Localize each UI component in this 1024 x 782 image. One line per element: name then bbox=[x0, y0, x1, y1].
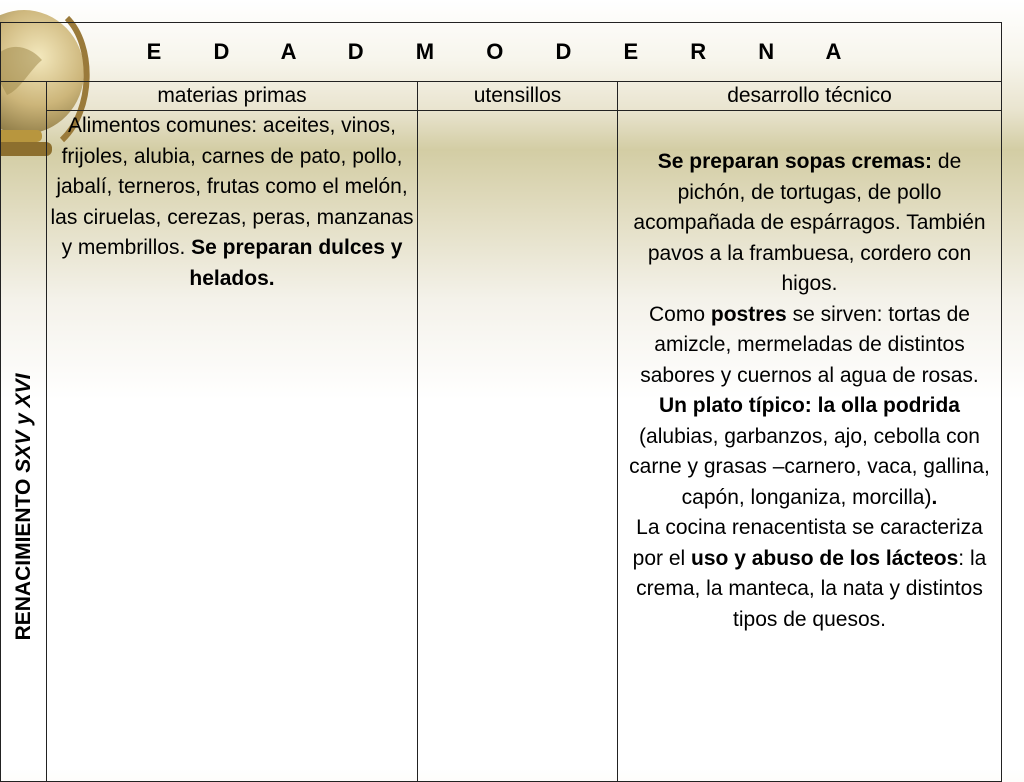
history-table bbox=[0, 22, 1002, 782]
header-materias-primas: materias primas bbox=[47, 82, 418, 111]
header-desarrollo-tecnico: desarrollo técnico bbox=[618, 82, 1002, 111]
utensillos-cell bbox=[418, 111, 618, 782]
period-cell bbox=[1, 82, 47, 782]
materias-primas-cell: Alimentos comunes: aceites, vinos, frijoles, alubia, carnes de pato, pollo, jabalí, terneros, frutas como el melón, las ciruelas, cerezas, peras, manzanas y membrillos. Se preparan dulces y helados. bbox=[47, 111, 418, 782]
desarrollo-tecnico-cell: Se preparan sopas cremas: de pichón, de tortugas, de pollo acompañada de espárragos. También pavos a la frambuesa, cordero con higos. Como postres se sirven: tortas de amizcle, mermeladas de distintos sabores y cuernos al agua de rosas. Un plato típico: la olla podrida (alubias, garbanzos, ajo, cebolla con carne y grasas –carnero, vaca, gallina, capón, longaniza, morcilla). La cocina renacentista se caracteriza por el uso y abuso de los lácteos: la crema, la manteca, la nata y distintos tipos de quesos. bbox=[618, 111, 1002, 782]
header-utensillos: utensillos bbox=[418, 82, 618, 111]
period-label: RENACIMIENTO SXV y XVI bbox=[12, 373, 35, 641]
table-title: E D A D M O D E R N A bbox=[1, 23, 1002, 82]
